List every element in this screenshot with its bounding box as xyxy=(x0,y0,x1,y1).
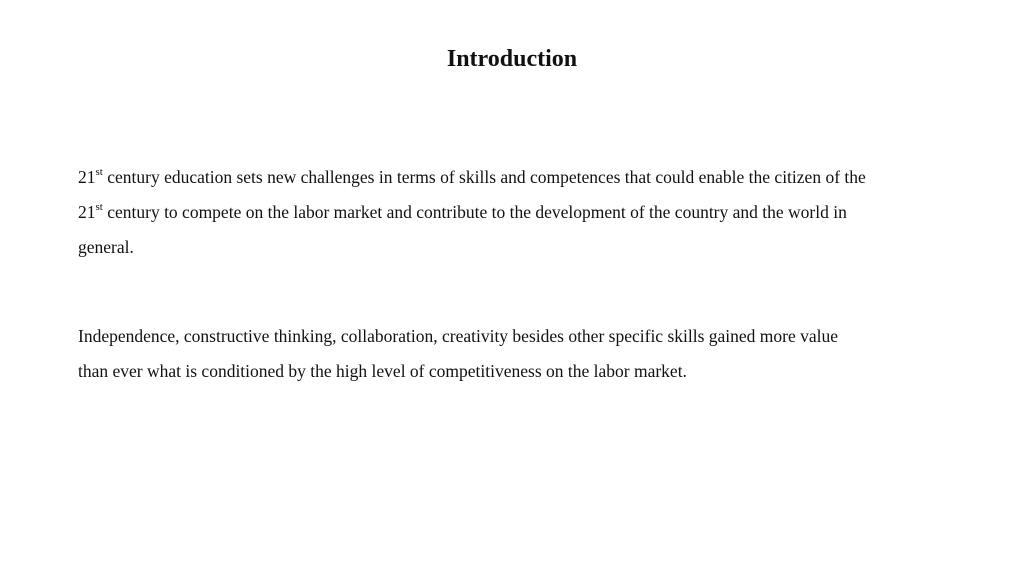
intro-paragraph-1 xyxy=(78,160,958,265)
paragraph-1-line-2 xyxy=(78,195,958,230)
paragraph-1-line-3: general. xyxy=(78,237,134,257)
ordinal-suffix: st xyxy=(95,166,103,179)
paragraph-2-line-2: than ever what is conditioned by the high level of competitiveness on the labor market. xyxy=(78,361,687,381)
intro-paragraph-2 xyxy=(78,319,958,389)
paragraph-2-line-1: Independence, constructive thinking, collaboration, creativity besides other specific skills gained more value xyxy=(78,326,839,346)
century-number: 21 xyxy=(78,167,96,187)
paragraph-1-line-1 xyxy=(78,160,958,195)
century-number: 21 xyxy=(78,202,96,222)
slide-title: Introduction xyxy=(446,46,578,72)
paragraph-1-line-2-text: century to compete on the labor market and contribute to the development of the country and the world in xyxy=(102,202,847,222)
ordinal-suffix: st xyxy=(95,201,103,214)
paragraph-1-line-1-text: century education sets new challenges in terms of skills and competences that could enable the citizen of the xyxy=(102,167,866,187)
